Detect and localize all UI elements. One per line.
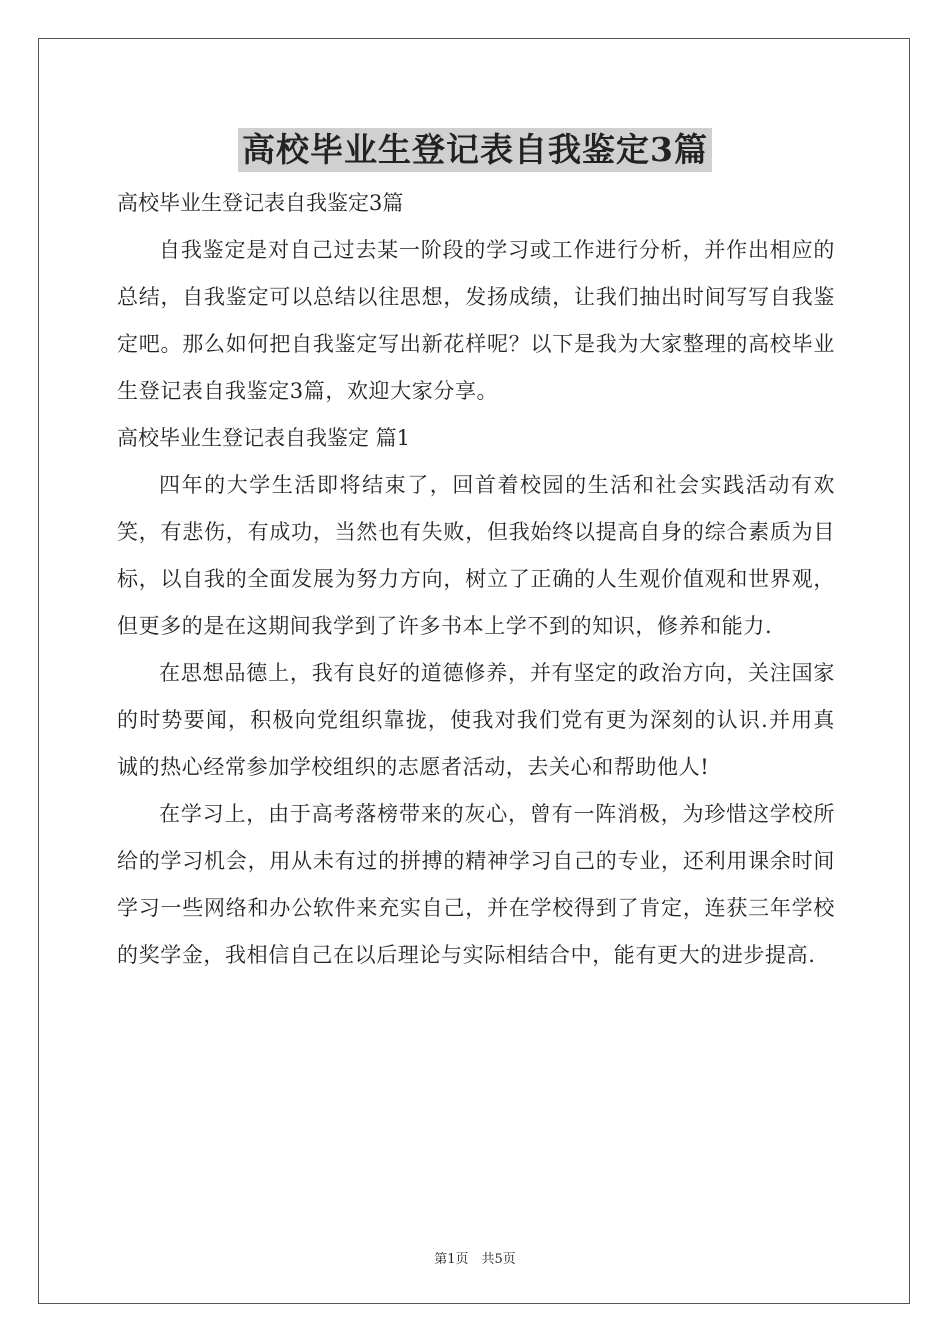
document-body — [117, 180, 835, 979]
body-paragraph: 在学习上，由于高考落榜带来的灰心，曾有一阵消极，为珍惜这学校所给的学习机会，用从未有过的拼搏的精神学习自己的专业，还利用课余时间学习一些网络和办公软件来充实自己，并在学校得到了肯定，连获三年学校的奖学金，我相信自己在以后理论与实际相结合中，能有更大的进步提高. — [117, 802, 835, 967]
body-paragraph: 在思想品德上，我有良好的道德修养，并有坚定的政治方向，关注国家的时势要闻，积极向党组织靠拢，使我对我们党有更为深刻的认识.并用真诚的热心经常参加学校组织的志愿者活动，去关心和帮助他人! — [117, 661, 835, 779]
document-title: 高校毕业生登记表自我鉴定3篇 — [238, 128, 712, 172]
intro-paragraph: 自我鉴定是对自己过去某一阶段的学习或工作进行分析，并作出相应的总结，自我鉴定可以总结以往思想，发扬成绩，让我们抽出时间写写自我鉴定吧。那么如何把自我鉴定写出新花样呢？以下是我为大家整理的高校毕业生登记表自我鉴定3篇，欢迎大家分享。 — [117, 238, 835, 403]
page-number: 第1页 共5页 — [434, 1252, 516, 1267]
section-heading: 高校毕业生登记表自我鉴定 篇1 — [117, 426, 411, 450]
document-title-container — [0, 128, 950, 172]
body-paragraph: 四年的大学生活即将结束了，回首着校园的生活和社会实践活动有欢笑，有悲伤，有成功，当然也有失败，但我始终以提高自身的综合素质为目标，以自我的全面发展为努力方向，树立了正确的人生观价值观和世界观，但更多的是在这期间我学到了许多书本上学不到的知识，修养和能力. — [117, 473, 835, 638]
page-footer — [0, 1248, 950, 1267]
document-subtitle: 高校毕业生登记表自我鉴定3篇 — [117, 191, 404, 215]
